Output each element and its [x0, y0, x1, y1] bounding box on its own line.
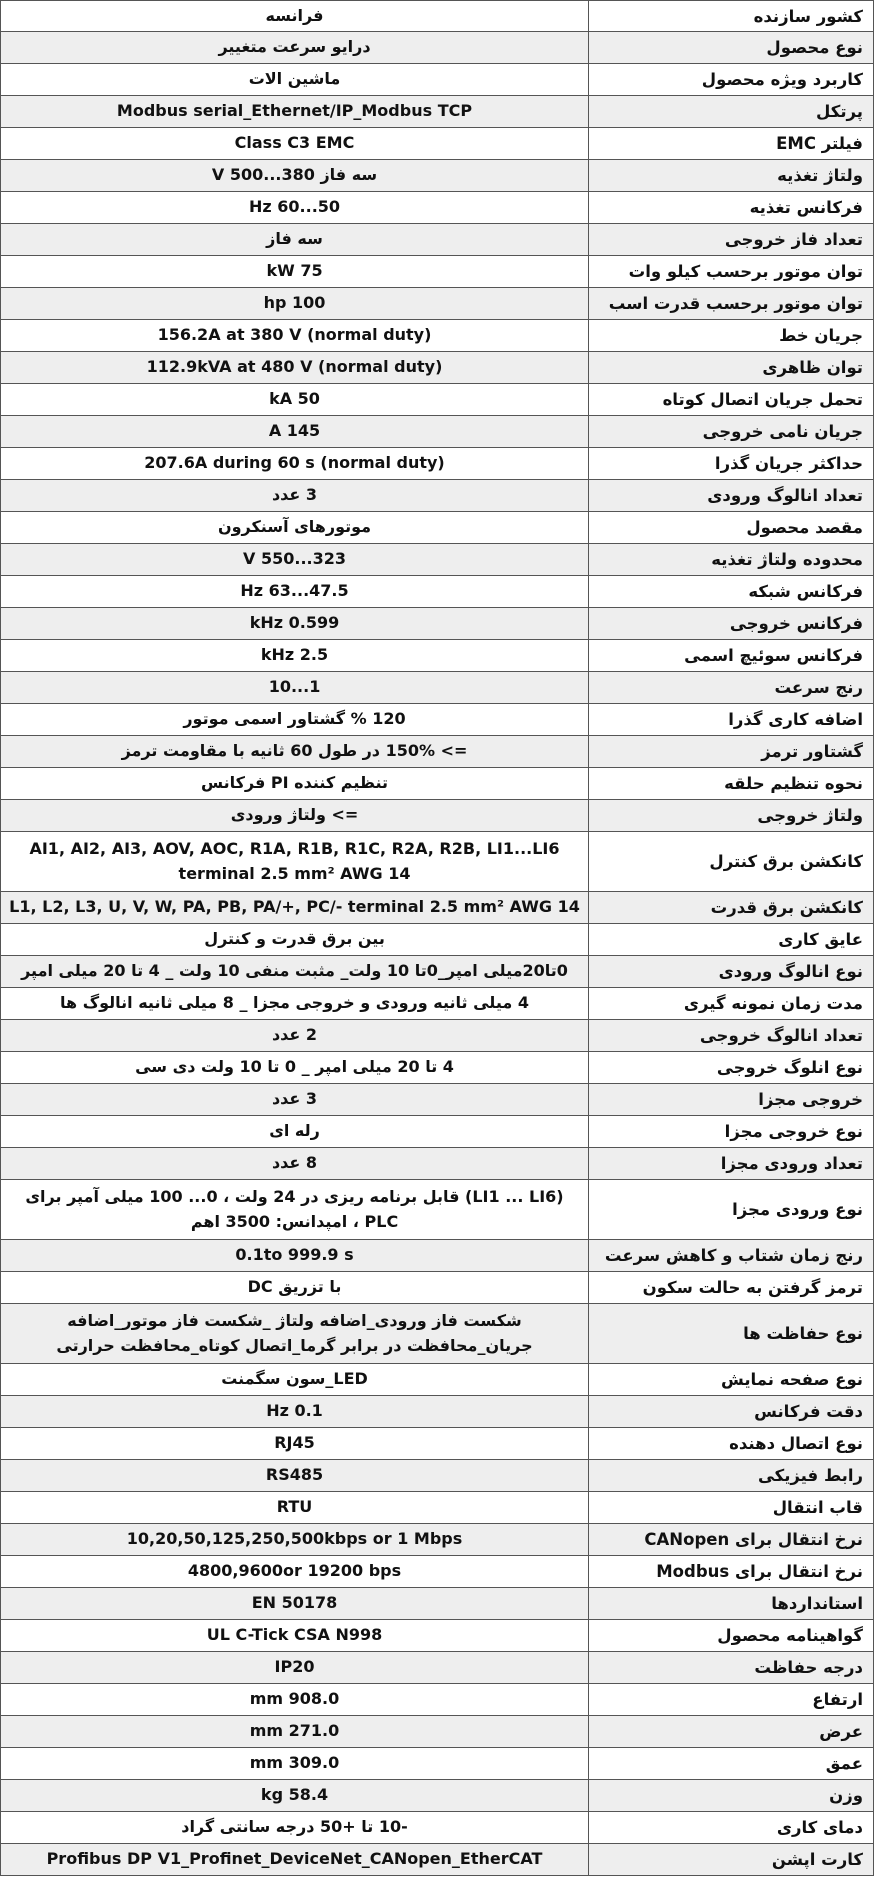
spec-row — [0, 672, 874, 704]
spec-row — [0, 160, 874, 192]
spec-label: عمق — [588, 1748, 874, 1779]
spec-label: درجه حفاظت — [588, 1652, 874, 1683]
spec-label: توان ظاهری — [588, 352, 874, 383]
spec-label: تعداد انالوگ خروجی — [588, 1020, 874, 1051]
spec-value: 4 میلی ثانیه ورودی و خروجی مجزا _ 8 میلی ثانیه انالوگ ها — [0, 988, 588, 1019]
spec-row — [0, 288, 874, 320]
spec-row — [0, 480, 874, 512]
spec-label: نوع انلوگ خروجی — [588, 1052, 874, 1083]
spec-row — [0, 640, 874, 672]
spec-label: توان موتور برحسب قدرت اسب — [588, 288, 874, 319]
spec-label: دقت فرکانس — [588, 1396, 874, 1427]
spec-value: 8 عدد — [0, 1148, 588, 1179]
spec-value: 207.6A during 60 s (normal duty) — [0, 448, 588, 479]
spec-row — [0, 1556, 874, 1588]
spec-value: EN 50178 — [0, 1588, 588, 1619]
spec-label: کانکشن برق قدرت — [588, 892, 874, 923]
spec-row — [0, 1652, 874, 1684]
spec-label: رابط فیزیکی — [588, 1460, 874, 1491]
spec-row — [0, 1844, 874, 1876]
spec-label: حداکثر جریان گذرا — [588, 448, 874, 479]
spec-value: 3 عدد — [0, 480, 588, 511]
spec-label: توان موتور برحسب کیلو وات — [588, 256, 874, 287]
spec-value: 145 A — [0, 416, 588, 447]
spec-row — [0, 800, 874, 832]
spec-label: فیلتر EMC — [588, 128, 874, 159]
spec-label: نوع حفاظت ها — [588, 1304, 874, 1363]
spec-value: موتورهای آسنکرون — [0, 512, 588, 543]
spec-row — [0, 736, 874, 768]
spec-value: درایو سرعت متغییر — [0, 32, 588, 63]
spec-label: جریان نامی خروجی — [588, 416, 874, 447]
spec-label: جریان خط — [588, 320, 874, 351]
spec-value: 323...550 V — [0, 544, 588, 575]
spec-label: فرکانس تغذیه — [588, 192, 874, 223]
spec-label: عرض — [588, 1716, 874, 1747]
spec-value: 156.2A at 380 V (normal duty) — [0, 320, 588, 351]
spec-row — [0, 1780, 874, 1812]
spec-label: تعداد انالوگ ورودی — [588, 480, 874, 511]
spec-label: نرخ انتقال برای CANopen — [588, 1524, 874, 1555]
spec-label: نوع انالوگ ورودی — [588, 956, 874, 987]
spec-label: ترمز گرفتن به حالت سکون — [588, 1272, 874, 1303]
spec-label: فرکانس خروجی — [588, 608, 874, 639]
spec-row — [0, 924, 874, 956]
spec-row — [0, 128, 874, 160]
spec-row — [0, 352, 874, 384]
spec-value: 0.1 Hz — [0, 1396, 588, 1427]
spec-row — [0, 1052, 874, 1084]
spec-row — [0, 1684, 874, 1716]
spec-row — [0, 256, 874, 288]
spec-label: نوع اتصال دهنده — [588, 1428, 874, 1459]
spec-value: => ولتاژ ورودی — [0, 800, 588, 831]
spec-row — [0, 64, 874, 96]
spec-label: خروجی مجزا — [588, 1084, 874, 1115]
spec-value: UL C-Tick CSA N998 — [0, 1620, 588, 1651]
spec-value: با تزریق DC — [0, 1272, 588, 1303]
spec-row — [0, 1460, 874, 1492]
spec-label: کارت اپشن — [588, 1844, 874, 1875]
spec-value: 112.9kVA at 480 V (normal duty) — [0, 352, 588, 383]
spec-value: 4 تا 20 میلی امپر _ 0 تا 10 ولت دی سی — [0, 1052, 588, 1083]
spec-value: ماشین الات — [0, 64, 588, 95]
spec-row — [0, 1620, 874, 1652]
spec-value: فرانسه — [0, 1, 588, 31]
spec-value: RJ45 — [0, 1428, 588, 1459]
spec-label: محدوده ولتاژ تغذیه — [588, 544, 874, 575]
spec-row — [0, 224, 874, 256]
spec-label: دمای کاری — [588, 1812, 874, 1843]
spec-label: ارتفاع — [588, 1684, 874, 1715]
spec-value: 0.599 kHz — [0, 608, 588, 639]
spec-label: نرخ انتقال برای Modbus — [588, 1556, 874, 1587]
spec-label: نوع صفحه نمایش — [588, 1364, 874, 1395]
spec-row — [0, 448, 874, 480]
spec-row — [0, 1428, 874, 1460]
spec-value: 908.0 mm — [0, 1684, 588, 1715]
spec-value: سه فاز 380...500 V — [0, 160, 588, 191]
spec-label: ولتاژ تغذیه — [588, 160, 874, 191]
spec-row — [0, 384, 874, 416]
spec-label: تعداد ورودی مجزا — [588, 1148, 874, 1179]
spec-row — [0, 988, 874, 1020]
spec-label: مقصد محصول — [588, 512, 874, 543]
spec-value: 58.4 kg — [0, 1780, 588, 1811]
spec-label: رنج سرعت — [588, 672, 874, 703]
spec-row — [0, 1084, 874, 1116]
spec-row — [0, 1492, 874, 1524]
spec-label: نحوه تنظیم حلقه — [588, 768, 874, 799]
spec-value: 120 % گشتاور اسمی موتور — [0, 704, 588, 735]
spec-value: L1, L2, L3, U, V, W, PA, PB, PA/+, PC/- terminal 2.5 mm² AWG 14 — [0, 892, 588, 923]
spec-value: سه فاز — [0, 224, 588, 255]
spec-label: قاب انتقال — [588, 1492, 874, 1523]
spec-value: 75 kW — [0, 256, 588, 287]
spec-value: 4800,9600or 19200 bps — [0, 1556, 588, 1587]
spec-label: ولتاژ خروجی — [588, 800, 874, 831]
spec-row — [0, 320, 874, 352]
spec-row — [0, 576, 874, 608]
spec-row — [0, 608, 874, 640]
spec-value: IP20 — [0, 1652, 588, 1683]
spec-row — [0, 1240, 874, 1272]
spec-label: رنج زمان شتاب و کاهش سرعت — [588, 1240, 874, 1271]
spec-value: RS485 — [0, 1460, 588, 1491]
spec-value: 10,20,50,125,250,500kbps or 1 Mbps — [0, 1524, 588, 1555]
spec-label: نوع خروجی مجزا — [588, 1116, 874, 1147]
spec-value: Class C3 EMC — [0, 128, 588, 159]
spec-row — [0, 892, 874, 924]
spec-label: فرکانس شبکه — [588, 576, 874, 607]
spec-value: Modbus serial_Ethernet/IP_Modbus TCP — [0, 96, 588, 127]
spec-label: پرتکل — [588, 96, 874, 127]
spec-value: 271.0 mm — [0, 1716, 588, 1747]
spec-row — [0, 1148, 874, 1180]
spec-row — [0, 1272, 874, 1304]
spec-value: شکست فاز ورودی_اضافه ولتاژ _شکست فاز موتور_اضافه جریان_محافظت در برابر گرما_اتصال کوتاه_محافظت حرارتی — [0, 1304, 588, 1363]
spec-row — [0, 704, 874, 736]
spec-value: 100 hp — [0, 288, 588, 319]
spec-label: گواهینامه محصول — [588, 1620, 874, 1651]
spec-row — [0, 1020, 874, 1052]
spec-row — [0, 956, 874, 988]
spec-label: نوع ورودی مجزا — [588, 1180, 874, 1239]
spec-value: تنظیم کننده PI فرکانس — [0, 768, 588, 799]
spec-row — [0, 416, 874, 448]
spec-row — [0, 1524, 874, 1556]
spec-value: 3 عدد — [0, 1084, 588, 1115]
spec-label: کاربرد ویژه محصول — [588, 64, 874, 95]
spec-row — [0, 1116, 874, 1148]
spec-row — [0, 1180, 874, 1240]
spec-row — [0, 1396, 874, 1428]
spec-row — [0, 96, 874, 128]
spec-value: 50 kA — [0, 384, 588, 415]
spec-label: عایق کاری — [588, 924, 874, 955]
spec-value: بین برق قدرت و کنترل — [0, 924, 588, 955]
spec-row — [0, 0, 874, 32]
spec-value: 1...10 — [0, 672, 588, 703]
spec-label: کشور سازنده — [588, 1, 874, 31]
spec-row — [0, 1364, 874, 1396]
spec-value: AI1, AI2, AI3, AOV, AOC, R1A, R1B, R1C, R2A, R2B, LI1...LI6 terminal 2.5 mm² AWG 14 — [0, 832, 588, 891]
spec-label: استانداردها — [588, 1588, 874, 1619]
spec-value: 50...60 Hz — [0, 192, 588, 223]
spec-label: گشتاور ترمز — [588, 736, 874, 767]
spec-row — [0, 768, 874, 800]
spec-value: 2 عدد — [0, 1020, 588, 1051]
spec-label: تحمل جریان اتصال کوتاه — [588, 384, 874, 415]
spec-value: -10 تا +50 درجه سانتی گراد — [0, 1812, 588, 1843]
spec-value: => 150% در طول 60 ثانیه با مقاومت ترمز — [0, 736, 588, 767]
spec-label: وزن — [588, 1780, 874, 1811]
spec-label: تعداد فاز خروجی — [588, 224, 874, 255]
spec-label: کانکشن برق کنترل — [588, 832, 874, 891]
spec-label: مدت زمان نمونه گیری — [588, 988, 874, 1019]
spec-row — [0, 1588, 874, 1620]
spec-label: نوع محصول — [588, 32, 874, 63]
spec-row — [0, 1304, 874, 1364]
spec-row — [0, 1748, 874, 1780]
spec-row — [0, 1812, 874, 1844]
spec-row — [0, 32, 874, 64]
spec-value: RTU — [0, 1492, 588, 1523]
spec-value: 0تا20میلی امپر_0تا 10 ولت_ مثبت منفی 10 ولت _ 4 تا 20 میلی امپر — [0, 956, 588, 987]
spec-row — [0, 1716, 874, 1748]
spec-value: (LI1 ... LI6) قابل برنامه ریزی در 24 ولت ، 0... 100 میلی آمپر برای PLC ، امپدانس: 3500 اهم — [0, 1180, 588, 1239]
spec-value: LED_سون سگمنت — [0, 1364, 588, 1395]
spec-label: فرکانس سوئیچ اسمی — [588, 640, 874, 671]
spec-row — [0, 832, 874, 892]
spec-row — [0, 544, 874, 576]
spec-value: 309.0 mm — [0, 1748, 588, 1779]
spec-value: 0.1to 999.9 s — [0, 1240, 588, 1271]
spec-row — [0, 512, 874, 544]
spec-row — [0, 192, 874, 224]
spec-label: اضافه کاری گذرا — [588, 704, 874, 735]
spec-value: رله ای — [0, 1116, 588, 1147]
spec-value: Profibus DP V1_Profinet_DeviceNet_CANopen_EtherCAT — [0, 1844, 588, 1875]
spec-value: 47.5...63 Hz — [0, 576, 588, 607]
spec-value: 2.5 kHz — [0, 640, 588, 671]
